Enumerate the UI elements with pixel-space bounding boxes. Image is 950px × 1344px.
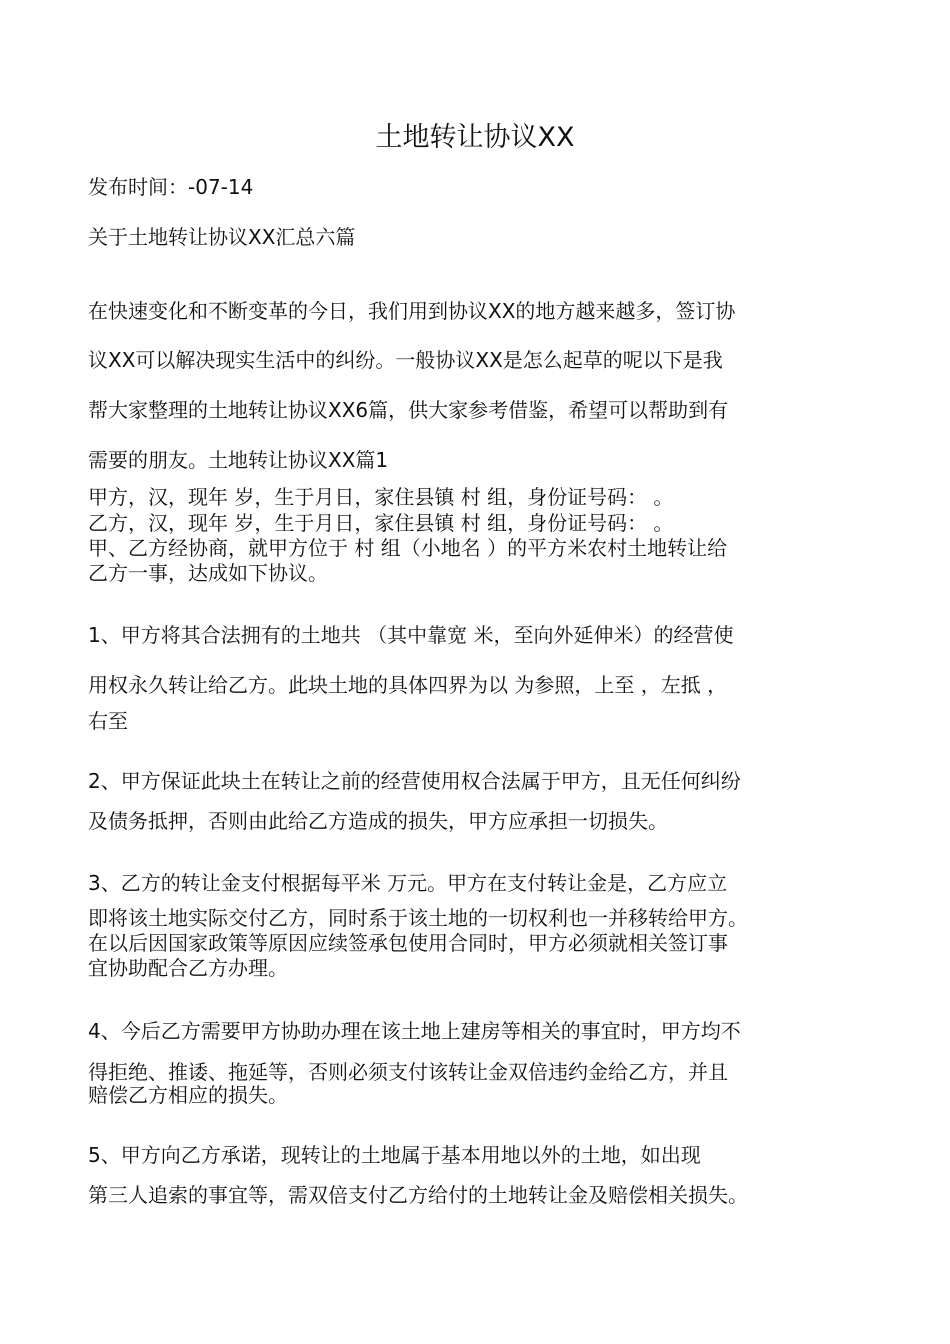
clause-1-line: 右至 [88,709,128,733]
clause-2-line: 及债务抵押，否则由此给乙方造成的损失，甲方应承担一切损失。 [88,809,668,833]
intro-line: 议XX可以解决现实生活中的纠纷。一般协议XX是怎么起草的呢以下是我 [88,348,723,372]
intro-line: 帮大家整理的土地转让协议XX6篇，供大家参考借鉴，希望可以帮助到有 [88,398,729,422]
clause-3-line: 3、乙方的转让金支付根据每平米 万元。甲方在支付转让金是，乙方应立 [88,871,728,895]
clause-5-line: 5、甲方向乙方承诺，现转让的土地属于基本用地以外的土地，如出现 [88,1143,701,1167]
clause-4-line: 4、今后乙方需要甲方协助办理在该土地上建房等相关的事宜时，甲方均不 [88,1019,741,1043]
party-b-line: 乙方，汉，现年 岁，生于月日，家住县镇 村 组，身份证号码： 。 [88,511,674,535]
clause-5-line: 第三人追索的事宜等，需双倍支付乙方给付的土地转让金及赔偿相关损失。 [88,1183,748,1207]
clause-4-line: 得拒绝、推诿、拖延等，否则必须支付该转让金双倍违约金给乙方，并且 [88,1060,728,1084]
agreement-line: 甲、乙方经协商，就甲方位于 村 组（小地名 ）的平方米农村土地转让给 [88,536,728,560]
intro-line: 需要的朋友。土地转让协议XX篇1 [88,448,389,472]
party-a-line: 甲方，汉，现年 岁，生于月日，家住县镇 村 组，身份证号码： 。 [88,485,674,509]
publish-date: 发布时间：-07-14 [88,175,254,199]
clause-2-line: 2、甲方保证此块土在转让之前的经营使用权合法属于甲方，且无任何纠纷 [88,769,741,793]
clause-3-line: 在以后因国家政策等原因应续签承包使用合同时，甲方必须就相关签订事 [88,931,728,955]
document-title: 土地转让协议XX [375,122,575,153]
clause-1-line: 1、甲方将其合法拥有的土地共 （其中靠宽 米，至向外延伸米）的经营使 [88,623,734,647]
clause-3-line: 即将该土地实际交付乙方，同时系于该土地的一切权利也一并移转给甲方。 [88,906,748,930]
agreement-line: 乙方一事，达成如下协议。 [88,561,328,585]
clause-3-line: 宜协助配合乙方办理。 [88,956,288,980]
summary-line: 关于土地转让协议XX汇总六篇 [88,225,356,249]
clause-1-line: 用权永久转让给乙方。此块土地的具体四界为以 为参照，上至 ，左抵 ， [88,673,728,697]
clause-4-line: 赔偿乙方相应的损失。 [88,1083,288,1107]
intro-line: 在快速变化和不断变革的今日，我们用到协议XX的地方越来越多，签订协 [88,299,736,323]
